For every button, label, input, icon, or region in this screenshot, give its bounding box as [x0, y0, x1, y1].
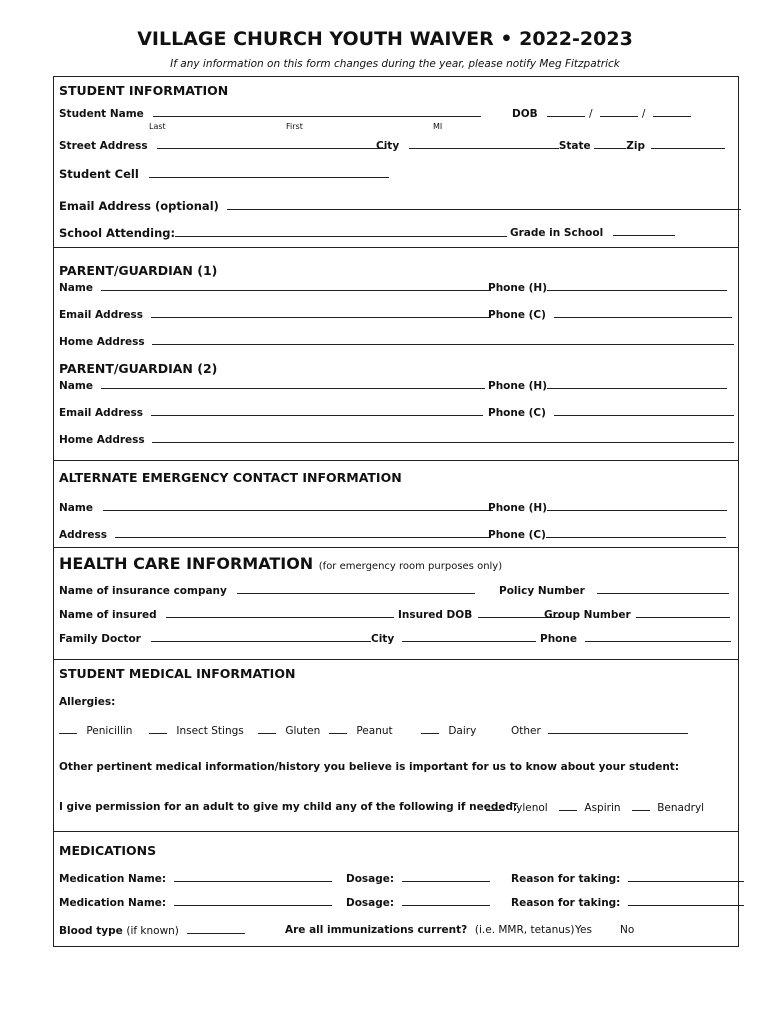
benadryl-label: Benadryl — [657, 802, 705, 814]
parent2-home-label: Home Address — [59, 434, 145, 446]
parent1-name-field[interactable] — [101, 281, 491, 291]
med2-reason-label: Reason for taking: — [511, 897, 621, 909]
parent1-heading: PARENT/GUARDIAN (1) — [59, 263, 218, 278]
parent2-email-field[interactable] — [151, 406, 483, 416]
med2-name-label: Medication Name: — [59, 897, 167, 909]
parent1-name-label: Name — [59, 282, 93, 294]
emergency-phone-h-field[interactable] — [547, 501, 727, 511]
insured-field[interactable] — [166, 608, 394, 618]
health-section — [53, 547, 739, 660]
health-heading-note: (for emergency room purposes only) — [318, 561, 503, 572]
school-field[interactable] — [175, 227, 507, 237]
blood-field[interactable] — [187, 924, 245, 934]
state-field[interactable] — [594, 139, 626, 149]
emergency-name-label: Name — [59, 502, 93, 514]
form-title: VILLAGE CHURCH YOUTH WAIVER • 2022-2023 — [137, 28, 633, 50]
other-field[interactable] — [548, 724, 688, 734]
grade-label: Grade in School — [510, 227, 604, 239]
street-label: Street Address — [59, 140, 148, 152]
parent1-home-label: Home Address — [59, 336, 145, 348]
gluten-label: Gluten — [285, 725, 321, 737]
immun-yes[interactable]: Yes — [575, 924, 592, 936]
insured-dob-label: Insured DOB — [397, 609, 473, 621]
parent1-phone-c-field[interactable] — [554, 308, 732, 318]
med1-reason-field[interactable] — [628, 872, 744, 882]
group-label: Group Number — [544, 609, 631, 621]
doctor-phone-field[interactable] — [585, 632, 731, 642]
parent1-phone-h-label: Phone (H) — [488, 282, 548, 294]
med1-name-label: Medication Name: — [59, 873, 167, 885]
parent2-name-label: Name — [59, 380, 93, 392]
parent1-email-field[interactable] — [151, 308, 489, 318]
immun-note: (i.e. MMR, tetanus) — [474, 924, 575, 936]
dairy-check[interactable] — [421, 724, 439, 734]
insured-label: Name of insured — [59, 609, 157, 621]
med2-dosage-label: Dosage: — [346, 897, 395, 909]
emergency-name-field[interactable] — [103, 501, 493, 511]
insect-check[interactable] — [149, 724, 167, 734]
med1-reason-label: Reason for taking: — [511, 873, 621, 885]
cell-field[interactable] — [149, 168, 389, 178]
immun-no[interactable]: No — [620, 924, 635, 936]
parent2-email-label: Email Address — [59, 407, 144, 419]
doctor-field[interactable] — [151, 632, 371, 642]
emergency-address-label: Address — [59, 529, 107, 541]
insect-label: Insect Stings — [176, 725, 244, 737]
zip-label: Zip — [626, 140, 646, 152]
doctor-phone-label: Phone — [540, 633, 577, 645]
medications-section — [53, 831, 739, 947]
parent1-phone-h-field[interactable] — [547, 281, 727, 291]
parent2-name-field[interactable] — [101, 379, 485, 389]
cell-label: Student Cell — [59, 167, 139, 181]
pertinent-label: Other pertinent medical information/history you believe is important for us to know about your student: — [59, 761, 680, 773]
parent2-heading: PARENT/GUARDIAN (2) — [59, 361, 218, 376]
health-heading: HEALTH CARE INFORMATION — [59, 554, 314, 573]
school-label: School Attending: — [59, 226, 176, 240]
student-heading: STUDENT INFORMATION — [59, 83, 229, 98]
tylenol-check[interactable] — [486, 801, 504, 811]
peanut-label: Peanut — [356, 725, 393, 737]
med1-dosage-field[interactable] — [402, 872, 490, 882]
peanut-check[interactable] — [329, 724, 347, 734]
student-name-label: Student Name — [59, 108, 144, 120]
dob-day-field[interactable] — [600, 107, 638, 117]
street-field[interactable] — [157, 139, 385, 149]
dob-sep: / — [588, 108, 593, 120]
medical-section — [53, 659, 739, 832]
medical-heading: STUDENT MEDICAL INFORMATION — [59, 666, 296, 681]
blood-label: Blood type — [59, 925, 123, 937]
city-field[interactable] — [409, 139, 559, 149]
allergies-label: Allergies: — [59, 696, 116, 708]
first-caption: First — [286, 122, 303, 131]
gluten-check[interactable] — [258, 724, 276, 734]
state-label: State — [558, 140, 591, 152]
email-label: Email Address (optional) — [59, 199, 219, 213]
student-section — [53, 76, 739, 248]
emergency-phone-h-label: Phone (H) — [488, 502, 548, 514]
doctor-city-label: City — [371, 633, 395, 645]
dob-year-field[interactable] — [653, 107, 691, 117]
med2-name-field[interactable] — [174, 896, 332, 906]
parent1-phone-c-label: Phone (C) — [488, 309, 546, 321]
penicillin-check[interactable] — [59, 724, 77, 734]
permission-label: I give permission for an adult to give my child any of the following if needed: — [59, 801, 518, 813]
emergency-heading: ALTERNATE EMERGENCY CONTACT INFORMATION — [59, 470, 402, 485]
parent1-home-field[interactable] — [152, 335, 734, 345]
emergency-phone-c-label: Phone (C) — [488, 529, 546, 541]
parent2-phone-h-field[interactable] — [547, 379, 727, 389]
tylenol-label: Tylenol — [511, 802, 548, 814]
mi-caption: MI — [433, 122, 443, 131]
emergency-phone-c-field[interactable] — [546, 528, 726, 538]
blood-note: (if known) — [126, 925, 179, 937]
emergency-section — [53, 460, 739, 548]
parent2-phone-c-field[interactable] — [554, 406, 734, 416]
parent2-phone-h-label: Phone (H) — [488, 380, 548, 392]
form-subtitle: If any information on this form changes during the year, please notify Meg Fitzpatrick — [170, 58, 620, 70]
parent2-home-field[interactable] — [152, 433, 734, 443]
policy-field[interactable] — [597, 584, 729, 594]
group-field[interactable] — [636, 608, 730, 618]
dob-label: DOB — [512, 108, 538, 120]
parent1-email-label: Email Address — [59, 309, 144, 321]
zip-field[interactable] — [651, 139, 725, 149]
city-label: City — [376, 140, 400, 152]
other-label: Other — [511, 725, 541, 737]
immun-label: Are all immunizations current? — [285, 924, 468, 936]
parent-section — [53, 247, 739, 461]
dairy-label: Dairy — [448, 725, 477, 737]
med2-reason-field[interactable] — [628, 896, 744, 906]
aspirin-label: Aspirin — [584, 802, 621, 814]
grade-field[interactable] — [613, 226, 675, 236]
dob-month-field[interactable] — [547, 107, 585, 117]
med1-name-field[interactable] — [174, 872, 332, 882]
insurance-field[interactable] — [237, 584, 475, 594]
benadryl-check[interactable] — [632, 801, 650, 811]
dob-sep: / — [641, 108, 646, 120]
doctor-city-field[interactable] — [402, 632, 536, 642]
doctor-label: Family Doctor — [59, 633, 141, 645]
penicillin-label: Penicillin — [86, 725, 133, 737]
policy-label: Policy Number — [499, 585, 585, 597]
aspirin-check[interactable] — [559, 801, 577, 811]
email-field[interactable] — [227, 200, 741, 210]
parent2-phone-c-label: Phone (C) — [488, 407, 546, 419]
medications-heading: MEDICATIONS — [59, 843, 157, 858]
student-name-field[interactable] — [153, 107, 481, 117]
insurance-label: Name of insurance company — [59, 585, 227, 597]
emergency-address-field[interactable] — [115, 528, 489, 538]
med2-dosage-field[interactable] — [402, 896, 490, 906]
last-caption: Last — [149, 122, 166, 131]
med1-dosage-label: Dosage: — [346, 873, 395, 885]
